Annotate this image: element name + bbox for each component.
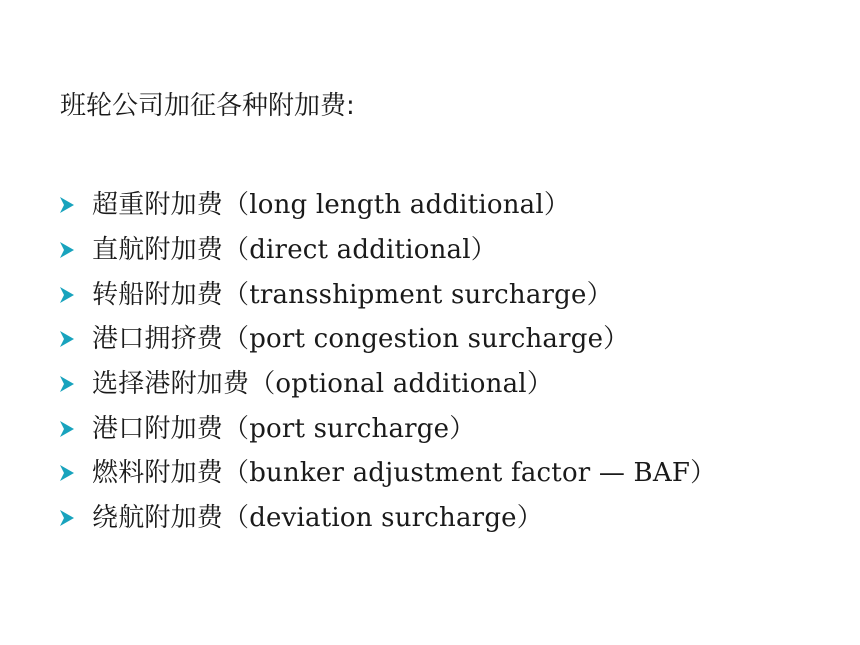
list-item-text: 超重附加费（long length additional） [92, 190, 571, 221]
list-item-text: 选择港附加费（optional additional） [92, 369, 554, 400]
surcharge-list [60, 183, 716, 541]
arrowhead-bullet-icon [60, 273, 92, 317]
list-item-text: 港口附加费（port surcharge） [92, 413, 476, 444]
list-item [60, 451, 716, 496]
list-item [60, 317, 716, 362]
arrowhead-bullet-icon [60, 317, 92, 361]
arrowhead-bullet-icon [60, 362, 92, 406]
arrowhead-bullet-icon [60, 496, 92, 540]
list-item [60, 183, 716, 228]
list-item [60, 272, 716, 317]
list-item-text: 燃料附加费（bunker adjustment factor — BAF） [92, 458, 717, 489]
list-item [60, 362, 716, 407]
arrowhead-bullet-icon [60, 407, 92, 451]
list-item-text: 港口拥挤费（port congestion surcharge） [92, 324, 630, 355]
list-item [60, 228, 716, 273]
arrowhead-bullet-icon [60, 451, 92, 495]
list-item-text: 转船附加费（transshipment surcharge） [92, 279, 613, 310]
list-item [60, 496, 716, 541]
list-item [60, 406, 716, 451]
list-item-text: 直航附加费（direct additional） [92, 235, 497, 266]
arrowhead-bullet-icon [60, 183, 92, 227]
slide-title: 班轮公司加征各种附加费: [60, 91, 355, 121]
arrowhead-bullet-icon [60, 228, 92, 272]
list-item-text: 绕航附加费（deviation surcharge） [92, 503, 543, 534]
